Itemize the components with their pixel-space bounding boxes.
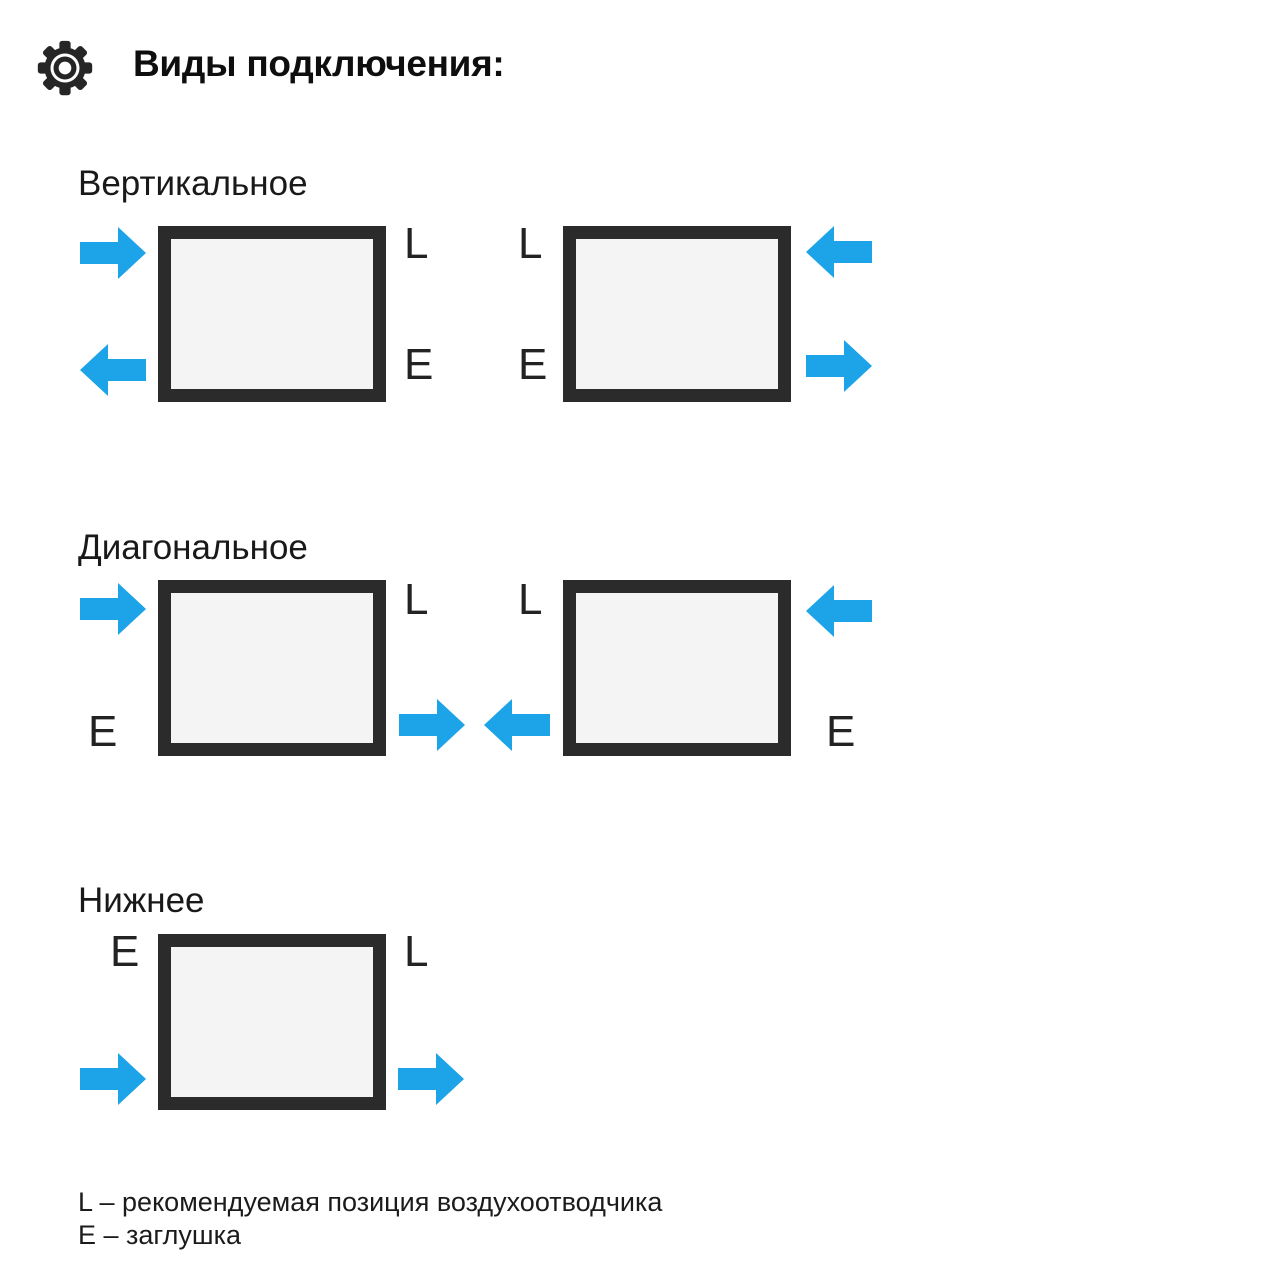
flow-arrow-right-icon [399,699,465,751]
radiator-rect [158,934,386,1110]
radiator-rect [158,226,386,402]
section-label-vertical: Вертикальное [78,164,308,203]
flow-arrow-left-icon [80,344,146,396]
plug-label: E [88,707,118,756]
flow-arrow-right-icon [806,340,872,392]
section-label-bottom: Нижнее [78,881,205,920]
vent-position-label: L [518,575,543,624]
flow-arrow-left-icon [484,699,550,751]
flow-arrow-right-icon [80,583,146,635]
plug-label: E [826,707,856,756]
plug-label: E [518,340,548,389]
page-title: Виды подключения: [133,43,505,84]
vent-position-label: L [404,927,429,976]
gear-icon [35,38,95,98]
legend-line-vent: L – рекомендуемая позиция воздухоотводчика [78,1187,663,1217]
radiator-rect [563,226,791,402]
flow-arrow-right-icon [398,1053,464,1105]
flow-arrow-right-icon [80,227,146,279]
vent-position-label: L [518,219,543,268]
section-label-diagonal: Диагональное [78,528,308,567]
plug-label: E [110,927,140,976]
vent-position-label: L [404,575,429,624]
flow-arrow-right-icon [80,1053,146,1105]
radiator-rect [158,580,386,756]
flow-arrow-left-icon [806,226,872,278]
plug-label: E [404,340,434,389]
legend [78,1186,662,1252]
flow-arrow-left-icon [806,585,872,637]
legend-line-plug: E – заглушка [78,1220,242,1250]
vent-position-label: L [404,219,429,268]
radiator-rect [563,580,791,756]
